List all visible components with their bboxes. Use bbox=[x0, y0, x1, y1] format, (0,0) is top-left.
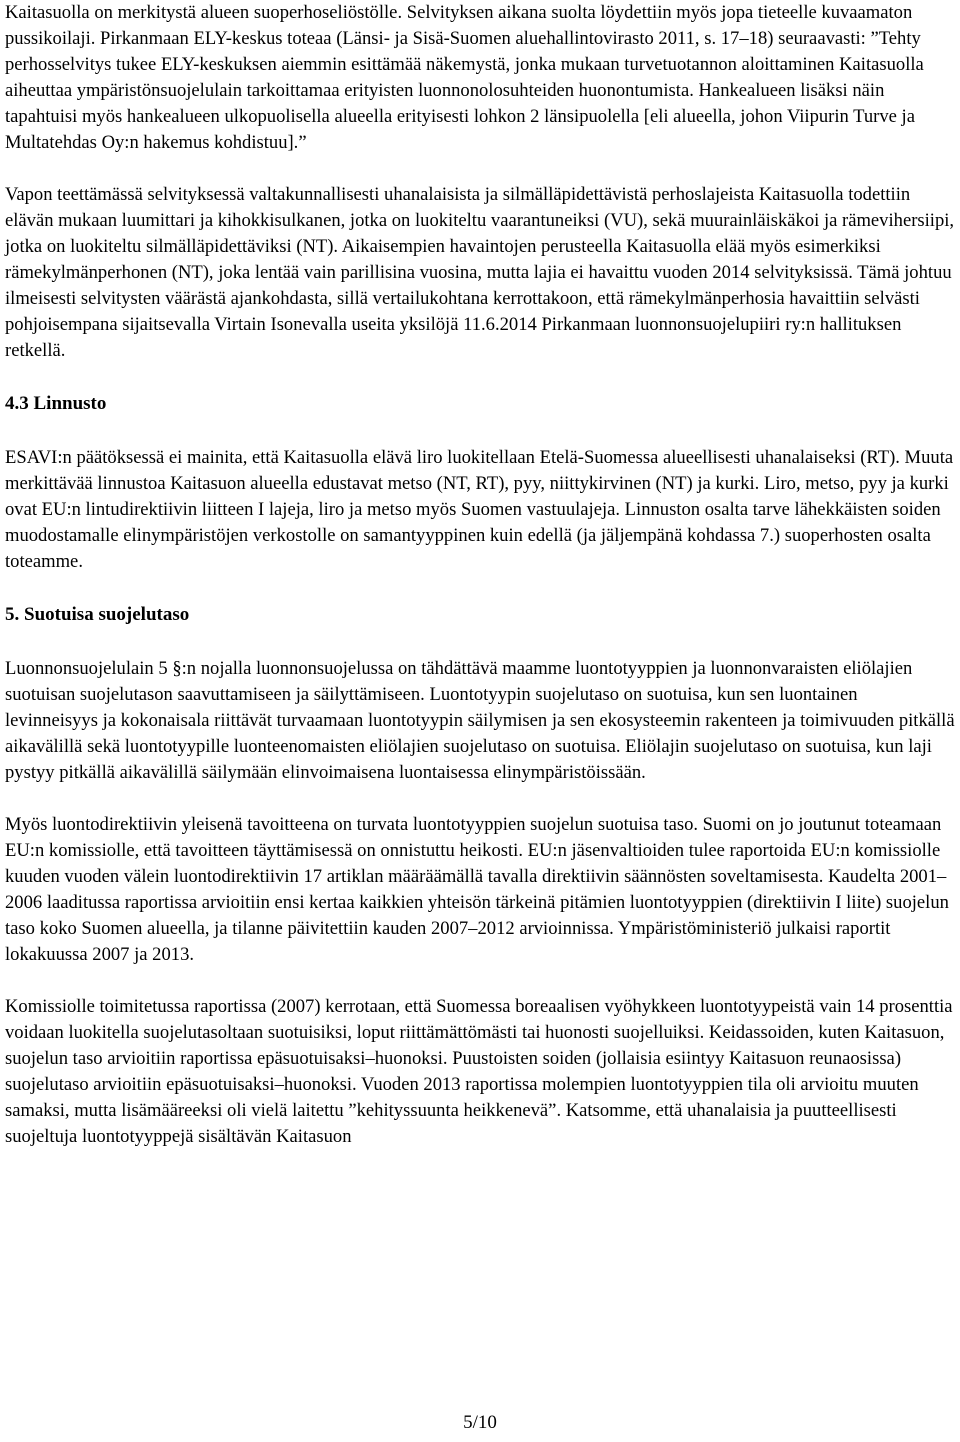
document-page bbox=[5, 0, 955, 1150]
paragraph-vapo-selvitys: Vapon teettämässä selvityksessä valtakunnallisesti uhanalaisista ja silmälläpidettävistä perhoslajeista Kaitasuolla todettiin elävän mukaan luumittari ja kihokkisulkanen, jotka on luokiteltu vaarantuneiksi (VU), sekä muurainläiskäkoi ja rämevihersiipi, jotka on luokiteltu silmälläpidettäviksi (NT). Aikaisempien havaintojen perusteella Kaitasuolla elää myös esimerkiksi rämekylmänperhonen (NT), joka lentää vain parillisina vuosina, mutta lajia ei havaittu vuoden 2014 selvityksissä. Tämä johtuu ilmeisesti selvitysten väärästä ajankohdasta, sillä vertailukohtana kerrottakoon, että rämekylmänperhosia havaittiin selvästi pohjoisempana sijaitsevalla Virtain Isonevalla useita yksilöjä 11.6.2014 Pirkanmaan luonnonsuojelupiiri ry:n hallituksen retkellä. bbox=[5, 184, 955, 361]
paragraph-luonnonsuojelulaki: Luonnonsuojelulain 5 §:n nojalla luonnonsuojelussa on tähdättävä maamme luontotyyppien ja luonnonvaraisten eliölajien suotuisan suojelutason saavuttamiseen ja säilyttämiseen. Luontotyypin suojelutaso on suotuisa, kun sen luontainen levinneisyys ja kokonaisala riittävät turvaamaan luontotyypin säilymisen ja sen ekosysteemin rakenteen ja toimivuuden pitkällä aikavälillä sekä luontotyypille luonteenomaisten eliölajien suojelutaso on suotuisa. Eliölajin suojelutaso on suotuisa, kun laji pystyy pitkällä aikavälillä säilymään elinvoimaisena luontaisessa elinympäristöissään. bbox=[5, 658, 955, 783]
paragraph-perhoset-ely: Kaitasuolla on merkitystä alueen suoperhoseliöstölle. Selvityksen aikana suolta löydettiin myös jopa tieteelle kuvaamaton pussikoilaji. Pirkanmaan ELY-keskus toteaa (Länsi- ja Sisä-Suomen aluehallintovirasto 2011, s. 17–18) seuraavasti: ”Tehty perhosselvitys tukee ELY-keskuksen aiemmin esittämää näkemystä, jonka mukaan turvetuotannon aloittaminen Kaitasuolla aiheuttaa ympäristönsuojelulain tarkoittamaa erityisten luonnonolosuhteiden huonontumista. Hankealueen lisäksi näin tapahtuisi myös hankealueen ulkopuolisella alueella erityisesti lohkon 2 länsipuolella [eli alueella, johon Viipurin Turve ja Multatehdas Oy:n hakemus kohdistuu].” bbox=[5, 2, 924, 153]
page-number: 5/10 bbox=[463, 1412, 497, 1433]
heading-linnusto: 4.3 Linnusto bbox=[5, 393, 107, 414]
paragraph-linnusto: ESAVI:n päätöksessä ei mainita, että Kaitasuolla elävä liro luokitellaan Etelä-Suomessa alueellisesti uhanalaiseksi (RT). Muuta merkittävää linnustoa Kaitasuon alueella edustavat metso (NT, RT), pyy, niittykirvinen (NT) ja kurki. Liro, metso, pyy ja kurki ovat EU:n lintudirektiivin liitteen I lajeja, liro ja metso myös Suomen vastuulajeja. Linnuston osalta tarve lähekkäisten soiden muodostamalle elinympäristöjen verkostolle on samantyyppinen kuin edellä (ja jäljempänä kohdassa 7.) suoperhosten osalta toteamme. bbox=[5, 447, 954, 572]
heading-suotuisa-suojelutaso: 5. Suotuisa suojelutaso bbox=[5, 604, 190, 625]
paragraph-luontodirektiivi: Myös luontodirektiivin yleisenä tavoitteena on turvata luontotyyppien suojelun suotuisa taso. Suomi on jo joutunut toteamaan EU:n komissiolle, että tavoitteen täyttämisessä on onnistuttu heikosti. EU:n jäsenvaltioiden tulee raportoida EU:n komissiolle kuuden vuoden välein luontodirektiivin 17 artiklan määräämällä tavalla direktiivin säännösten soveltamisesta. Kaudelta 2001–2006 laaditussa raportissa arvioitiin ensi kertaa kaikkien yhteisön tärkeinä pitämien luontotyyppien (direktiivin I liite) suojelun taso koko Suomen alueella, ja tilanne päivitettiin kauden 2007–2012 arvioinnissa. Ympäristöministeriö julkaisi raportit lokakuussa 2007 ja 2013. bbox=[5, 814, 949, 965]
paragraph-komission-raportti: Komissiolle toimitetussa raportissa (2007) kerrotaan, että Suomessa boreaalisen vyöhykkeen luontotyypeistä vain 14 prosenttia voidaan luokitella suojelutasoltaan suotuisiksi, loput riittämättömästi tai huonosti suojelluiksi. Keidassoiden, kuten Kaitasuon, suojelun taso arvioitiin raportissa epäsuotuisaksi–huonoksi. Puustoisten soiden (jollaisia esiintyy Kaitasuon reunaosissa) suojelutaso arvioitiin epäsuotuisaksi–huonoksi. Vuoden 2013 raportissa molempien luontotyyppien tila oli arvioitu muuten samaksi, mutta lisämääreeksi oli vielä laitettu ”kehityssuunta heikkenevä”. Katsomme, että uhanalaisia ja puutteellisesti suojeltuja luontotyyppejä sisältävän Kaitasuon bbox=[5, 996, 953, 1147]
